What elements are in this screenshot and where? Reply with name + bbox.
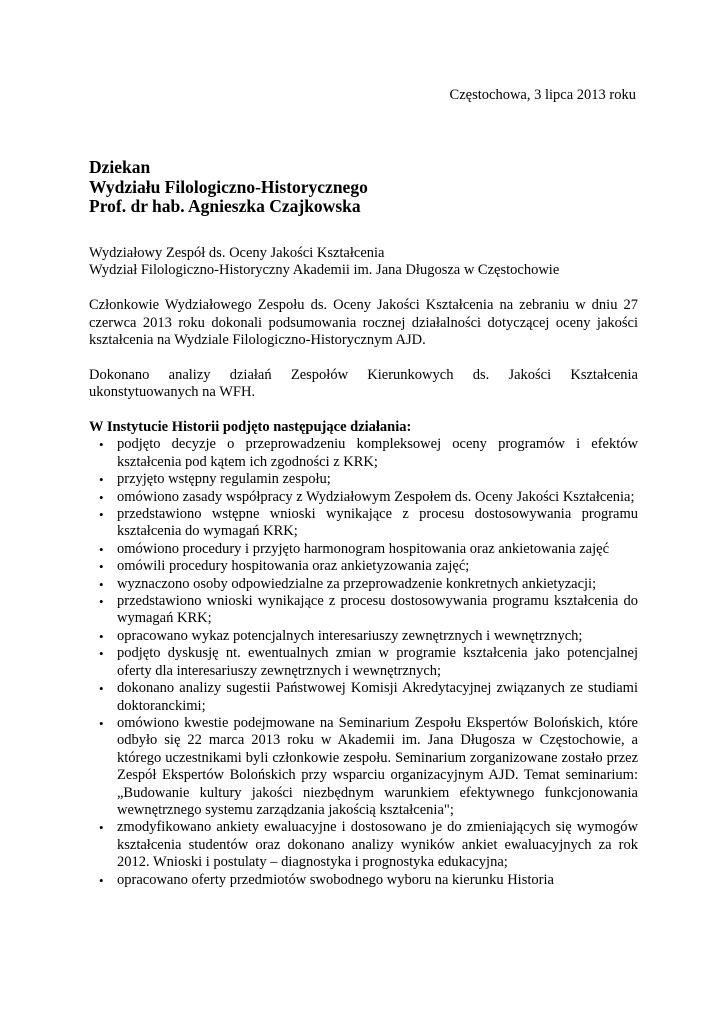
bullet-icon: • [99, 646, 104, 662]
paragraph-summary: Członkowie Wydziałowego Zespołu ds. Oceny Jakości Kształcenia na zebraniu w dniu 27 czerwca 2013 roku dokonali podsumowania rocznej działalności dotyczącej oceny jakości kształcenia na Wydziale Filologiczno-Historycznym AJD. [89, 297, 638, 349]
list-item [99, 627, 638, 645]
spacer [89, 349, 638, 366]
list-item [99, 540, 638, 558]
bullet-icon: • [99, 472, 104, 488]
list-item [99, 471, 638, 488]
list-item [99, 506, 638, 541]
bullet-icon: • [99, 541, 104, 557]
bullet-icon: • [99, 715, 104, 731]
list-item [99, 593, 638, 628]
actions-list [89, 436, 638, 889]
bullet-icon: • [99, 489, 104, 505]
list-item-text: przyjęto wstępny regulamin zespołu; [117, 471, 331, 488]
bullet-icon: • [99, 507, 104, 523]
bullet-icon: • [99, 576, 104, 592]
letter-content [89, 245, 638, 889]
recipient-title: Dziekan [89, 157, 151, 177]
list-item-text: przedstawiono wnioski wynikające z procesu dostosowywania programu kształcenia do wymagań KRK; [117, 593, 638, 627]
list-item-text: wyznaczono osoby odpowiedzialne za przeprowadzenie konkretnych ankietyzacji; [117, 575, 597, 592]
bullet-icon: • [99, 681, 104, 697]
list-item-text: opracowano wykaz potencjalnych interesariuszy zewnętrznych i wewnętrznych; [117, 627, 583, 644]
list-item [99, 645, 638, 680]
list-item [99, 714, 638, 819]
section-heading: W Instytucie Historii podjęto następujące działania: [89, 419, 412, 436]
bullet-icon: • [99, 559, 104, 575]
list-item [99, 436, 638, 471]
list-item [99, 558, 638, 575]
recipient-block [89, 158, 649, 217]
date-line: Częstochowa, 3 lipca 2013 roku [449, 87, 636, 103]
list-item-text: podjęto decyzje o przeprowadzeniu kompleksowej oceny programów i efektów kształcenia pod kątem ich zgodności z KRK; [117, 436, 638, 470]
list-item-text: omówiono kwestie podejmowane na Seminarium Zespołu Ekspertów Bolońskich, które odbyło się 22 marca 2013 roku w Akademii im. Jana Długosza w Częstochowie, a którego uczestnikami byli członkowie zespołu. Seminarium zorganizowane zostało przez Zespół Ekspertów Bolońskich przy wsparciu organizacyjnym AJD. Temat seminarium: „Budowanie kultury jakości niezbędnym warunkiem efektywnego funkcjonowania wewnętrznego systemu zarządzania jakością kształcenia"; [117, 714, 638, 818]
list-item [99, 819, 638, 871]
list-item-text: omówili procedury hospitowania oraz ankietyzowania zajęć; [117, 558, 470, 575]
list-item-text: opracowano oferty przedmiotów swobodnego wyboru na kierunku Historia [117, 871, 554, 888]
list-item [99, 871, 638, 889]
paragraph-analysis: Dokonano analizy działań Zespołów Kierunkowych ds. Jakości Kształcenia ukonstytuowanych na WFH. [89, 366, 638, 401]
recipient-faculty: Wydziału Filologiczno-Historycznego [89, 176, 368, 197]
list-item-text: podjęto dyskusję nt. ewentualnych zmian w programie kształcenia jako potencjalnej oferty dla interesariuszy zewnętrznych i wewnętrznych; [117, 645, 638, 679]
bullet-icon: • [99, 872, 104, 888]
list-item-text: omówiono procedury i przyjęto harmonogram hospitowania oraz ankietowania zajęć [117, 540, 610, 557]
bullet-icon: • [99, 628, 104, 644]
sender-faculty: Wydział Filologiczno-Historyczny Akademii im. Jana Długosza w Częstochowie [89, 262, 560, 279]
sender-team: Wydziałowy Zespół ds. Oceny Jakości Kształcenia [89, 245, 385, 261]
list-item-text: zmodyfikowano ankiety ewaluacyjne i dostosowano je do zmieniających się wymogów kształcenia studentów oraz dokonano analizy wyników ankiet ewaluacyjnych za rok 2012. Wnioski i postulaty – diagnostyka i prognostyka edukacyjna; [117, 819, 638, 871]
list-item [99, 680, 638, 715]
bullet-icon: • [99, 594, 104, 610]
bullet-icon: • [99, 437, 104, 453]
list-item-text: dokonano analizy sugestii Państwowej Komisji Akredytacyjnej związanych ze studiami doktoranckimi; [117, 680, 638, 714]
spacer [89, 402, 638, 419]
list-item-text: omówiono zasady współpracy z Wydziałowym Zespołem ds. Oceny Jakości Kształcenia; [117, 488, 635, 505]
list-item [99, 488, 638, 506]
bullet-icon: • [99, 820, 104, 836]
spacer [89, 280, 638, 297]
recipient-name: Prof. dr hab. Agnieszka Czajkowska [89, 196, 361, 216]
list-item [99, 575, 638, 593]
sender-block [89, 245, 638, 280]
list-item-text: przedstawiono wstępne wnioski wynikające z procesu dostosowywania programu kształcenia do wymagań KRK; [117, 506, 638, 540]
